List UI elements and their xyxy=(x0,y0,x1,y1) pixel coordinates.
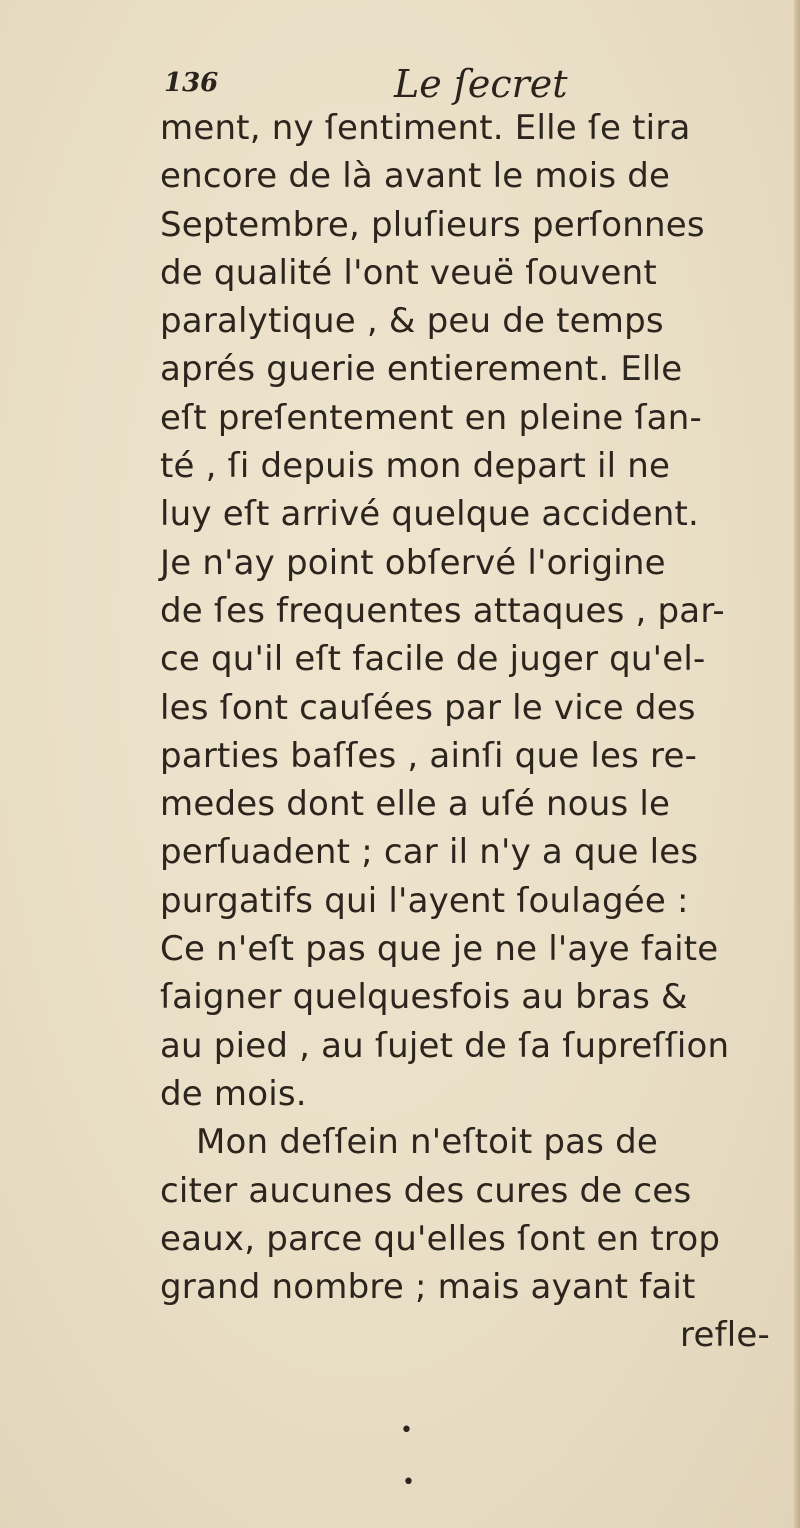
text-line: paralytique , & peu de temps xyxy=(160,301,664,342)
text-line: eaux, parce qu'elles ſont en trop xyxy=(160,1218,721,1259)
running-title: Le ſecret xyxy=(394,62,568,106)
text-line: ſaigner quelquesfois au bras & xyxy=(160,977,688,1018)
text-line: té , ſi depuis mon depart il ne xyxy=(160,446,671,487)
text-line: encore de là avant le mois de xyxy=(160,156,671,197)
printers-mark: • xyxy=(400,1418,413,1443)
text-line: les ſont cauſées par le vice des xyxy=(160,687,696,728)
text-line: Mon deſſein n'eſtoit pas de xyxy=(196,1122,658,1163)
catchword: refle- xyxy=(680,1315,770,1356)
text-line: grand nombre ; mais ayant fait xyxy=(160,1267,696,1308)
text-line: purgatifs qui l'ayent ſoulagée : xyxy=(160,880,689,921)
text-line: medes dont elle a uſé nous le xyxy=(160,784,671,825)
text-line: ce qu'il eſt facile de juger qu'el- xyxy=(160,639,706,680)
text-line: citer aucunes des cures de ces xyxy=(160,1170,692,1211)
running-head xyxy=(164,62,724,106)
text-line: Ce n'eſt pas que je ne l'aye faite xyxy=(160,929,719,970)
text-line: perſuadent ; car il n'y a que les xyxy=(160,832,699,873)
text-line: ment, ny ſentiment. Elle ſe tira xyxy=(160,108,691,148)
text-line: Je n'ay point obſervé l'origine xyxy=(160,542,666,583)
text-line: eſt preſentement en pleine ſan- xyxy=(160,397,702,438)
text-line: luy eſt arrivé quelque accident. xyxy=(160,494,700,535)
text-line: de mois. xyxy=(160,1073,307,1114)
text-line: aprés guerie entierement. Elle xyxy=(160,349,683,390)
page-gutter-edge xyxy=(794,0,800,1528)
text-line: au pied , au ſujet de ſa ſupreſſion xyxy=(160,1025,730,1066)
text-line: de ſes frequentes attaques , par- xyxy=(160,590,725,631)
text-block xyxy=(160,104,790,1360)
page-number: 136 xyxy=(164,68,219,98)
printers-mark: • xyxy=(402,1470,415,1495)
text-line: parties baſſes , ainſi que les re- xyxy=(160,735,698,776)
text-line: de qualité l'ont veuë ſouvent xyxy=(160,252,657,293)
text-line: Septembre, pluſieurs perſonnes xyxy=(160,204,705,245)
